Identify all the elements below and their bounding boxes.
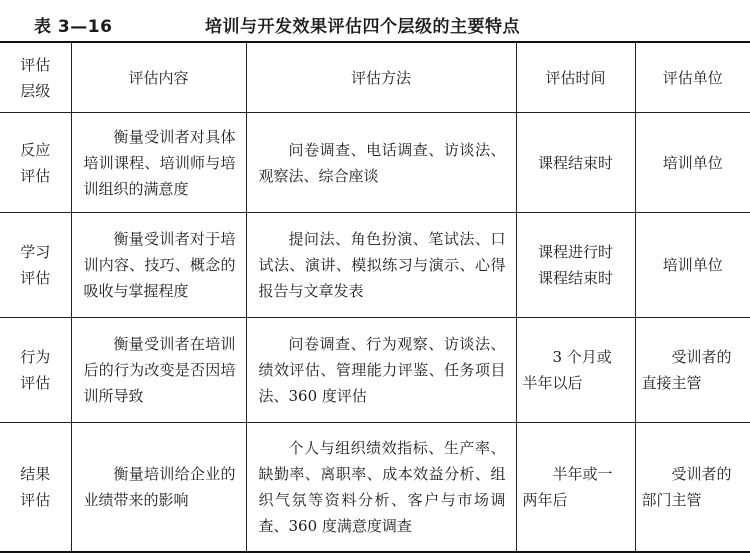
table-number: 表 3—16 [34, 17, 113, 37]
cell-level: 学习评估 [0, 213, 71, 318]
table-title: 培训与开发效果评估四个层级的主要特点 [205, 17, 520, 37]
cell-level: 反应评估 [0, 113, 71, 213]
cell-time: 课程结束时 [516, 113, 635, 213]
table-row [0, 213, 750, 318]
cell-unit: 受训者的部门主管 [635, 423, 750, 553]
cell-method: 提问法、角色扮演、笔试法、口试法、演讲、模拟练习与演示、心得报告与文章发表 [246, 213, 516, 318]
cell-level: 行为评估 [0, 318, 71, 423]
cell-time: 半年或一两年后 [516, 423, 635, 553]
cell-content: 衡量受训者对于培训内容、技巧、概念的吸收与掌握程度 [71, 213, 246, 318]
header-content: 评估内容 [71, 42, 246, 113]
cell-content: 衡量培训给企业的业绩带来的影响 [71, 423, 246, 553]
cell-time: 课程进行时 课程结束时 [516, 213, 635, 318]
header-row [0, 42, 750, 113]
cell-method: 个人与组织绩效指标、生产率、缺勤率、离职率、成本效益分析、组织气氛等资料分析、客户与市场调查、360 度满意度调查 [246, 423, 516, 553]
cell-level: 结果评估 [0, 423, 71, 553]
header-time: 评估时间 [516, 42, 635, 113]
cell-method: 问卷调查、行为观察、访谈法、绩效评估、管理能力评鉴、任务项目法、360 度评估 [246, 318, 516, 423]
cell-content: 衡量受训者对具体培训课程、培训师与培训组织的满意度 [71, 113, 246, 213]
table-row [0, 423, 750, 553]
cell-content: 衡量受训者在培训后的行为改变是否因培训所导致 [71, 318, 246, 423]
header-method: 评估方法 [246, 42, 516, 113]
cell-unit: 培训单位 [635, 113, 750, 213]
cell-method: 问卷调查、电话调查、访谈法、观察法、综合座谈 [246, 113, 516, 213]
table-row [0, 318, 750, 423]
header-level: 评估层级 [0, 42, 71, 113]
evaluation-table [0, 41, 750, 553]
cell-unit: 培训单位 [635, 213, 750, 318]
table-row [0, 113, 750, 213]
cell-time: 3 个月或半年以后 [516, 318, 635, 423]
table-caption [0, 8, 750, 38]
header-unit: 评估单位 [635, 42, 750, 113]
cell-unit: 受训者的直接主管 [635, 318, 750, 423]
